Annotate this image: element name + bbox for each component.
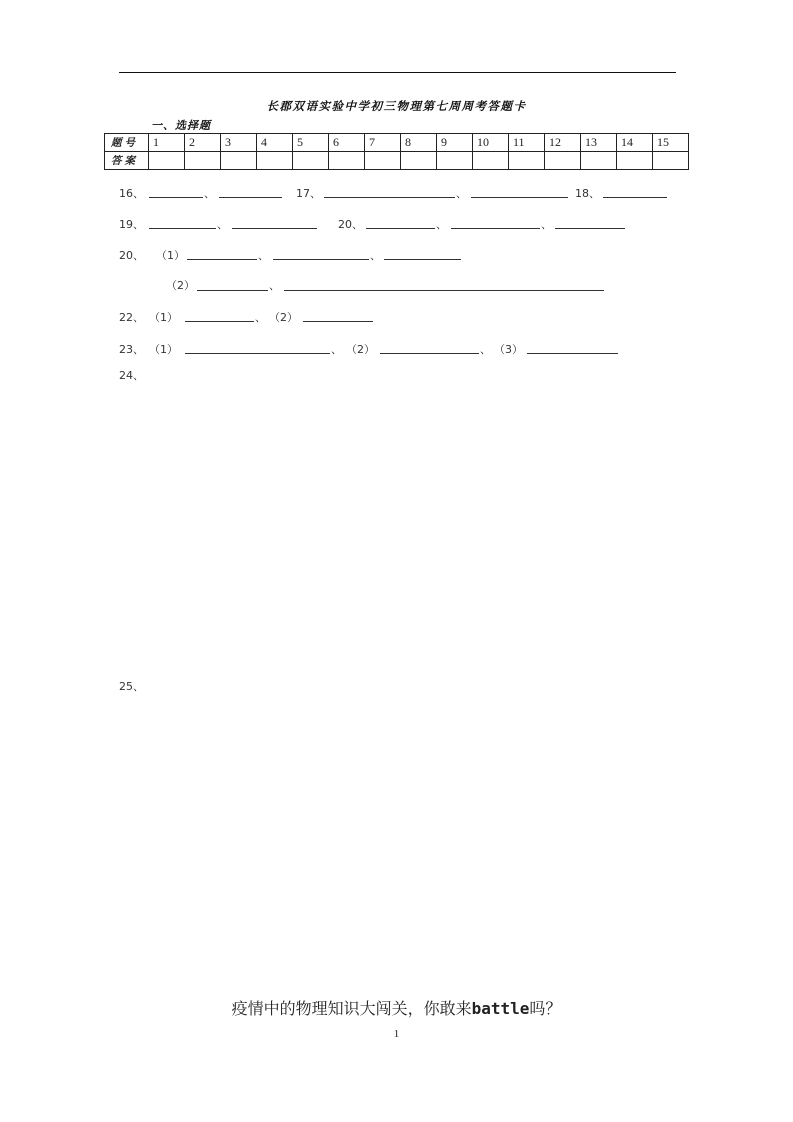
answer-cell[interactable] [365, 152, 401, 170]
question-number-cell: 8 [401, 134, 437, 152]
part-2-label: （2） [346, 343, 375, 356]
question-number-cell: 12 [545, 134, 581, 152]
separator: 、 [258, 249, 269, 262]
answer-blank[interactable] [197, 290, 268, 291]
answer-blank[interactable] [187, 259, 257, 260]
answer-cell[interactable] [221, 152, 257, 170]
footer-text-after: 吗？ [529, 999, 562, 1018]
question-number-cell: 6 [329, 134, 365, 152]
section-heading-choice: 一、选择题 [151, 119, 211, 132]
footer-slogan [0, 996, 793, 1019]
answer-blank[interactable] [451, 228, 540, 229]
answer-cell[interactable] [509, 152, 545, 170]
separator: 、 [255, 311, 266, 324]
answer-cell[interactable] [329, 152, 365, 170]
answer-blank[interactable] [185, 321, 254, 322]
question-19-label: 19、 [119, 218, 144, 231]
question-23-label: 23、 [119, 343, 144, 356]
answer-grid [104, 133, 689, 170]
answer-cell[interactable] [401, 152, 437, 170]
answer-cell[interactable] [257, 152, 293, 170]
separator: 、 [370, 249, 381, 262]
part-3-label: （3） [494, 343, 523, 356]
answer-cell[interactable] [185, 152, 221, 170]
question-number-cell: 3 [221, 134, 257, 152]
question-number-cell: 1 [149, 134, 185, 152]
question-17-label: 17、 [296, 187, 321, 200]
separator: 、 [456, 187, 467, 200]
separator: 、 [269, 279, 280, 292]
separator: 、 [480, 343, 491, 356]
footer-text-bold: battle [471, 999, 530, 1018]
question-20-label: 20、 [338, 218, 363, 231]
answer-blank[interactable] [232, 228, 317, 229]
question-20-label: 20、 [119, 249, 144, 262]
question-24-label: 24、 [119, 369, 144, 382]
page-number: 1 [393, 1028, 400, 1040]
answer-blank[interactable] [324, 197, 455, 198]
answer-cell[interactable] [149, 152, 185, 170]
answer-blank[interactable] [603, 197, 667, 198]
question-number-cell: 5 [293, 134, 329, 152]
answer-blank[interactable] [303, 321, 373, 322]
answer-blank[interactable] [219, 197, 282, 198]
answer-cell[interactable] [617, 152, 653, 170]
answer-blank[interactable] [380, 353, 479, 354]
answer-blank[interactable] [527, 353, 618, 354]
answer-cell[interactable] [437, 152, 473, 170]
answer-blank[interactable] [273, 259, 369, 260]
answer-label: 答案 [105, 152, 149, 170]
question-number-label: 题号 [105, 134, 149, 152]
question-number-cell: 10 [473, 134, 509, 152]
part-1-label: （1） [149, 343, 178, 356]
question-25-label: 25、 [119, 680, 144, 693]
answer-cell[interactable] [473, 152, 509, 170]
question-number-cell: 15 [653, 134, 689, 152]
answer-blank[interactable] [149, 228, 216, 229]
answer-row [105, 152, 689, 170]
question-number-cell: 9 [437, 134, 473, 152]
answer-blank[interactable] [284, 290, 604, 291]
separator: 、 [217, 218, 228, 231]
question-number-row [105, 134, 689, 152]
part-1-label: （1） [149, 311, 178, 324]
answer-blank[interactable] [555, 228, 625, 229]
question-18-label: 18、 [575, 187, 600, 200]
answer-blank[interactable] [185, 353, 330, 354]
separator: 、 [331, 343, 342, 356]
question-number-cell: 14 [617, 134, 653, 152]
separator: 、 [541, 218, 552, 231]
question-number-cell: 4 [257, 134, 293, 152]
footer-text-before: 疫情中的物理知识大闯关，你敢来 [231, 999, 472, 1018]
part-1-label: （1） [156, 249, 185, 262]
question-number-cell: 11 [509, 134, 545, 152]
answer-blank[interactable] [384, 259, 461, 260]
separator: 、 [204, 187, 215, 200]
question-number-cell: 7 [365, 134, 401, 152]
answer-blank[interactable] [366, 228, 435, 229]
page-title: 长郡双语实验中学初三物理第七周周考答题卡 [266, 99, 527, 113]
answer-cell[interactable] [293, 152, 329, 170]
answer-blank[interactable] [149, 197, 203, 198]
header-rule [119, 72, 676, 73]
question-16-label: 16、 [119, 187, 144, 200]
separator: 、 [436, 218, 447, 231]
answer-cell[interactable] [545, 152, 581, 170]
question-22-label: 22、 [119, 311, 144, 324]
answer-cell[interactable] [581, 152, 617, 170]
answer-cell[interactable] [653, 152, 689, 170]
question-number-cell: 2 [185, 134, 221, 152]
question-number-cell: 13 [581, 134, 617, 152]
part-2-label: （2） [269, 311, 298, 324]
part-2-label: （2） [166, 279, 195, 292]
answer-blank[interactable] [471, 197, 568, 198]
